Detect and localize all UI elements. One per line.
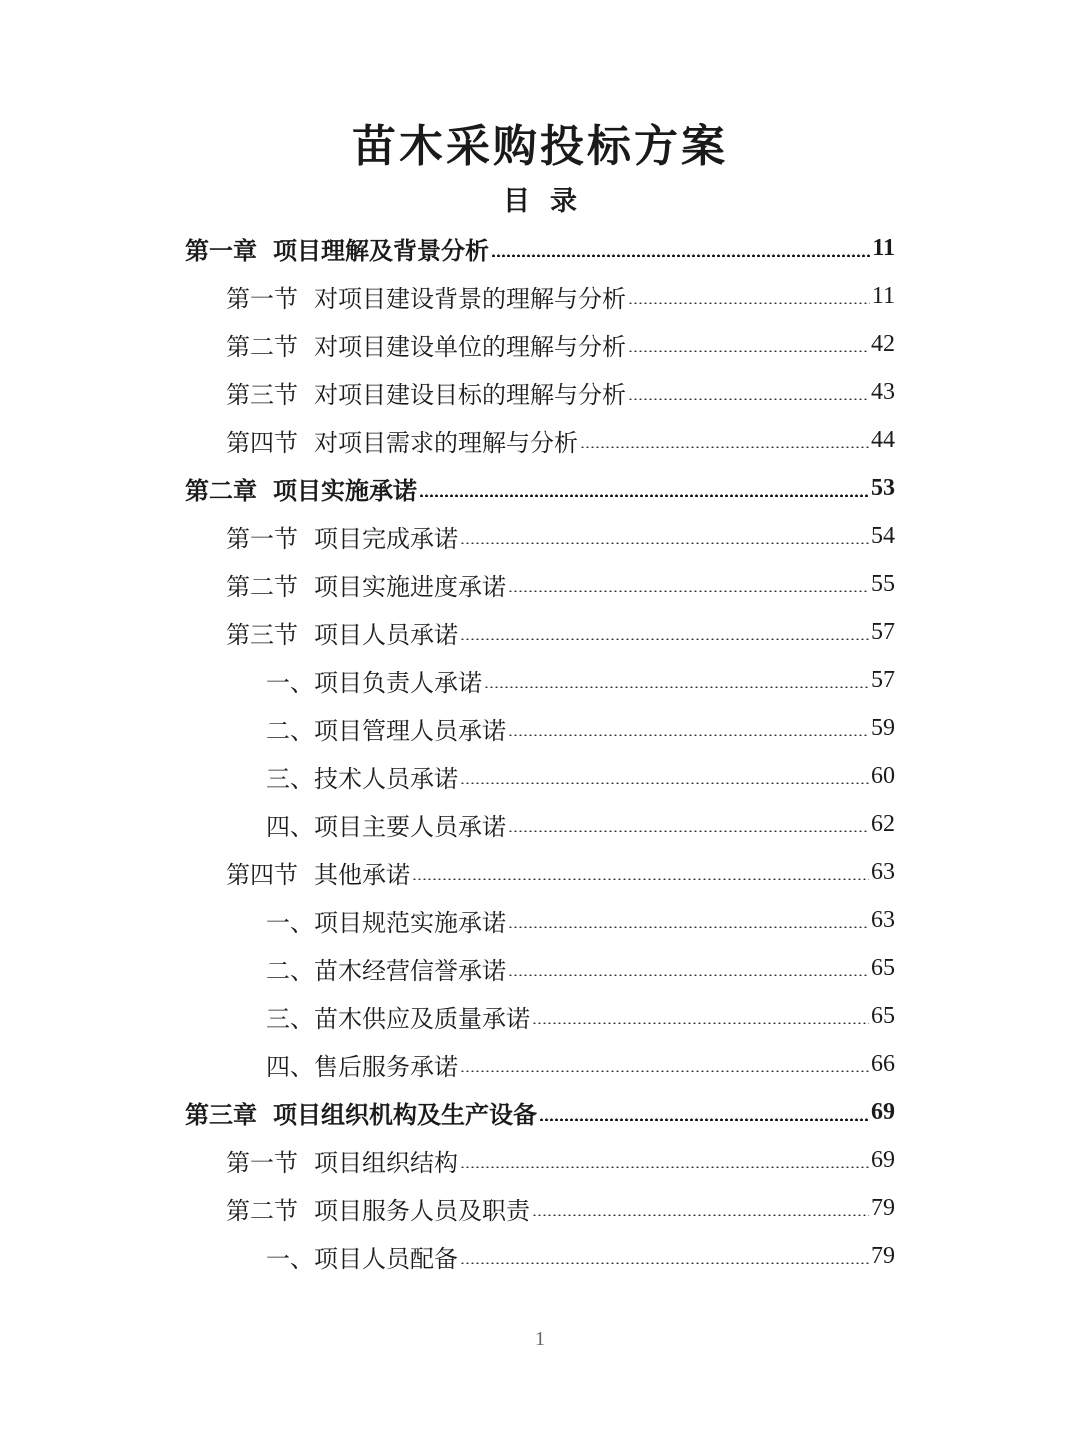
toc-entry-page: 66 — [871, 1050, 895, 1077]
toc-subsection-entry[interactable] — [266, 704, 895, 752]
toc-entry-page: 69 — [871, 1098, 895, 1125]
toc-entry-text: 项目人员承诺 — [314, 620, 458, 649]
toc-entry-label — [226, 615, 458, 650]
toc-dot-leader — [508, 974, 869, 976]
toc-entry-text: 项目主要人员承诺 — [314, 812, 506, 841]
toc-entry-label — [266, 759, 458, 794]
toc-entry-text: 项目服务人员及职责 — [314, 1196, 530, 1225]
toc-entry-number: 第一节 — [226, 1148, 298, 1177]
toc-entry-label — [226, 567, 506, 602]
toc-entry-number: 一、 — [266, 668, 314, 697]
toc-entry-page: 53 — [871, 474, 895, 501]
toc-entry-text: 项目组织机构及生产设备 — [273, 1100, 537, 1129]
toc-entry-label — [266, 999, 530, 1034]
toc-entry-text: 项目规范实施承诺 — [314, 908, 506, 937]
toc-section-entry[interactable] — [226, 560, 895, 608]
toc-dot-leader — [628, 302, 870, 304]
toc-dot-leader — [412, 878, 869, 880]
toc-section-entry[interactable] — [226, 368, 895, 416]
toc-entry-page: 69 — [871, 1146, 895, 1173]
toc-entry-label — [185, 1095, 537, 1130]
toc-entry-number: 三、 — [266, 1004, 314, 1033]
toc-subsection-entry[interactable] — [266, 944, 895, 992]
document-title: 苗木采购投标方案 — [352, 121, 728, 172]
toc-section-entry[interactable] — [226, 608, 895, 656]
toc-entry-page: 57 — [871, 666, 895, 693]
toc-dot-leader — [491, 254, 870, 257]
toc-subsection-entry[interactable] — [266, 1040, 895, 1088]
toc-entry-page: 57 — [871, 618, 895, 645]
toc-section-entry[interactable] — [226, 512, 895, 560]
toc-dot-leader — [580, 446, 869, 448]
toc-entry-number: 三、 — [266, 764, 314, 793]
toc-dot-leader — [508, 590, 869, 592]
toc-dot-leader — [484, 686, 869, 688]
toc-entry-text: 项目负责人承诺 — [314, 668, 482, 697]
toc-subsection-entry[interactable] — [266, 1232, 895, 1280]
toc-entry-number: 第一章 — [185, 236, 257, 265]
toc-entry-text: 苗木经营信誉承诺 — [314, 956, 506, 985]
toc-entry-text: 项目管理人员承诺 — [314, 716, 506, 745]
toc-entry-page: 65 — [871, 1002, 895, 1029]
toc-dot-leader — [460, 638, 869, 640]
toc-entry-page: 59 — [871, 714, 895, 741]
toc-entry-text: 项目人员配备 — [314, 1244, 458, 1273]
toc-dot-leader — [460, 782, 869, 784]
toc-dot-leader — [460, 1166, 869, 1168]
toc-entry-text: 项目完成承诺 — [314, 524, 458, 553]
toc-entry-number: 第一节 — [226, 284, 298, 313]
toc-entry-label — [266, 951, 506, 986]
toc-dot-leader — [460, 1262, 869, 1264]
toc-section-entry[interactable] — [226, 416, 895, 464]
toc-dot-leader — [460, 1070, 869, 1072]
toc-entry-label — [226, 855, 410, 890]
toc-entry-number: 二、 — [266, 956, 314, 985]
toc-entry-number: 第四节 — [226, 428, 298, 457]
toc-heading — [0, 182, 1080, 222]
toc-entry-label — [226, 279, 626, 314]
toc-heading-char: 录 — [550, 186, 577, 217]
toc-entry-page: 63 — [871, 906, 895, 933]
toc-entry-text: 对项目建设背景的理解与分析 — [314, 284, 626, 313]
toc-entry-page: 65 — [871, 954, 895, 981]
toc-entry-label — [266, 1047, 458, 1082]
toc-subsection-entry[interactable] — [266, 752, 895, 800]
toc-chapter-entry[interactable] — [185, 224, 895, 272]
toc-entry-number: 二、 — [266, 716, 314, 745]
toc-entry-text: 项目理解及背景分析 — [273, 236, 489, 265]
toc-entry-label — [266, 711, 506, 746]
toc-entry-page: 60 — [871, 762, 895, 789]
toc-entry-label — [226, 1191, 530, 1226]
toc-section-entry[interactable] — [226, 848, 895, 896]
toc-entry-text: 苗木供应及质量承诺 — [314, 1004, 530, 1033]
toc-dot-leader — [628, 350, 869, 352]
toc-entry-text: 技术人员承诺 — [314, 764, 458, 793]
toc-entry-page: 43 — [871, 378, 895, 405]
toc-entry-page: 79 — [871, 1194, 895, 1221]
toc-entry-label — [226, 423, 578, 458]
toc-entry-number: 第三章 — [185, 1100, 257, 1129]
toc-dot-leader — [539, 1118, 869, 1121]
toc-entry-text: 其他承诺 — [314, 860, 410, 889]
toc-dot-leader — [532, 1214, 869, 1216]
toc-subsection-entry[interactable] — [266, 896, 895, 944]
toc-entry-label — [266, 663, 482, 698]
toc-entry-text: 项目实施承诺 — [273, 476, 417, 505]
toc-entry-label — [266, 807, 506, 842]
toc-entry-page: 11 — [871, 282, 895, 309]
toc-dot-leader — [532, 1022, 869, 1024]
toc-dot-leader — [628, 398, 869, 400]
toc-section-entry[interactable] — [226, 272, 895, 320]
toc-entry-page: 54 — [871, 522, 895, 549]
toc-entry-number: 第二节 — [226, 332, 298, 361]
toc-entry-text: 售后服务承诺 — [314, 1052, 458, 1081]
toc-entry-text: 项目组织结构 — [314, 1148, 458, 1177]
toc-entry-number: 第四节 — [226, 860, 298, 889]
toc-entry-number: 第二节 — [226, 572, 298, 601]
toc-entry-label — [226, 1143, 458, 1178]
toc-section-entry[interactable] — [226, 1136, 895, 1184]
toc-dot-leader — [460, 542, 869, 544]
toc-entry-number: 第二节 — [226, 1196, 298, 1225]
toc-entry-text: 对项目需求的理解与分析 — [314, 428, 578, 457]
toc-entry-label — [266, 903, 506, 938]
toc-entry-label — [185, 471, 417, 506]
toc-section-entry[interactable] — [226, 1184, 895, 1232]
toc-entry-text: 对项目建设单位的理解与分析 — [314, 332, 626, 361]
toc-dot-leader — [419, 494, 869, 497]
toc-chapter-entry[interactable] — [185, 464, 895, 512]
toc-entry-page: 55 — [871, 570, 895, 597]
toc-dot-leader — [508, 926, 869, 928]
toc-entry-text: 项目实施进度承诺 — [314, 572, 506, 601]
page-number: 1 — [535, 1328, 545, 1350]
toc-entry-label — [226, 375, 626, 410]
toc-subsection-entry[interactable] — [266, 800, 895, 848]
toc-entry-number: 第三节 — [226, 380, 298, 409]
toc-entry-number: 第一节 — [226, 524, 298, 553]
toc-entry-page: 79 — [871, 1242, 895, 1269]
toc-entry-number: 一、 — [266, 1244, 314, 1273]
toc-chapter-entry[interactable] — [185, 1088, 895, 1136]
toc-entry-number: 四、 — [266, 812, 314, 841]
toc-section-entry[interactable] — [226, 320, 895, 368]
toc-subsection-entry[interactable] — [266, 992, 895, 1040]
toc-entry-number: 第三节 — [226, 620, 298, 649]
toc-entry-number: 一、 — [266, 908, 314, 937]
toc-entry-number: 四、 — [266, 1052, 314, 1081]
toc-entry-label — [266, 1239, 458, 1274]
toc-entry-number: 第二章 — [185, 476, 257, 505]
toc-entry-label — [226, 327, 626, 362]
toc-entry-text: 对项目建设目标的理解与分析 — [314, 380, 626, 409]
toc-dot-leader — [508, 830, 869, 832]
toc-entry-label — [185, 231, 489, 266]
toc-entry-page: 63 — [871, 858, 895, 885]
toc-entry-page: 42 — [871, 330, 895, 357]
toc-entry-page: 62 — [871, 810, 895, 837]
toc-entry-page: 44 — [871, 426, 895, 453]
toc-entry-page: 11 — [872, 234, 895, 261]
toc-dot-leader — [508, 734, 869, 736]
toc-subsection-entry[interactable] — [266, 656, 895, 704]
toc-heading-char: 目 — [503, 186, 530, 217]
toc-entry-label — [226, 519, 458, 554]
